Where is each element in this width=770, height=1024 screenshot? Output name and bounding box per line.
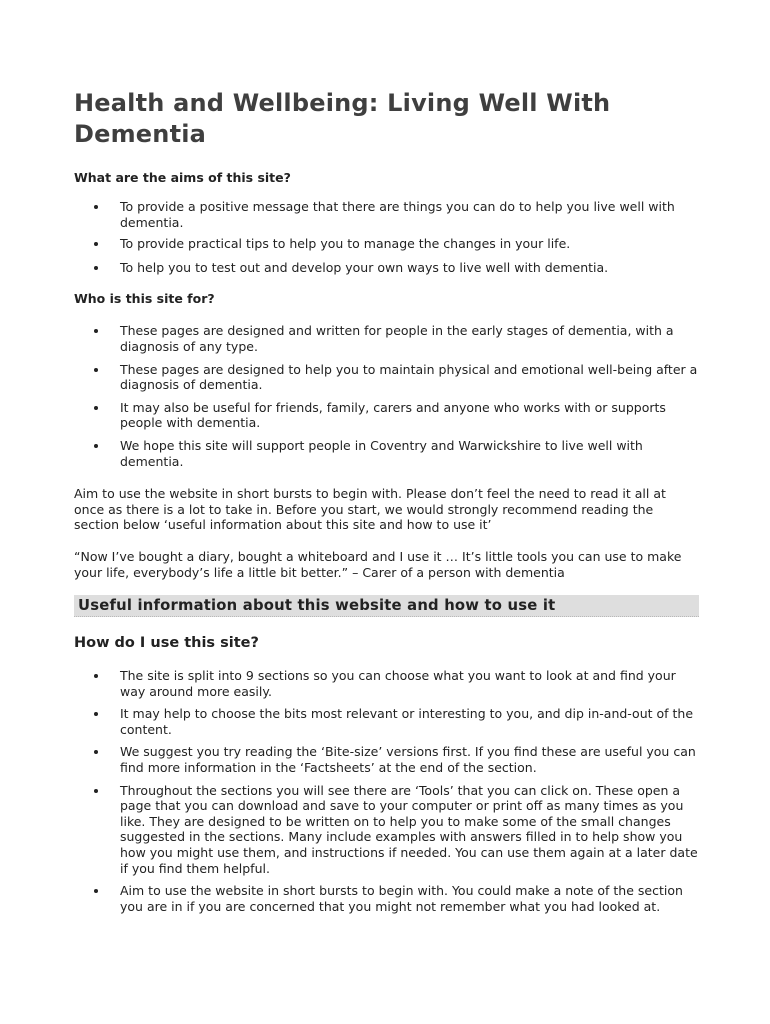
- bullet-icon: [94, 406, 98, 410]
- list-item: [74, 706, 699, 737]
- audience-heading: Who is this site for?: [74, 291, 215, 307]
- aims-list: [74, 199, 699, 275]
- list-item-text: We hope this site will support people in Coventry and Warwickshire to live well with dementia.: [120, 437, 643, 469]
- bullet-icon: [94, 789, 98, 793]
- bullet-icon: [94, 329, 98, 333]
- bullet-icon: [94, 712, 98, 716]
- bullet-icon: [94, 750, 98, 754]
- page-title: Health and Wellbeing: Living Well With Dementia: [74, 89, 611, 148]
- list-item-text: Aim to use the website in short bursts to begin with. You could make a note of the section you are in if you are concerned that you might not remember what you had looked at.: [120, 883, 683, 914]
- list-item: [74, 668, 699, 699]
- bullet-icon: [94, 242, 98, 246]
- useful-info-section-bar: [74, 595, 699, 617]
- list-item: [74, 883, 699, 914]
- list-item: [74, 438, 699, 469]
- intro-paragraph: Aim to use the website in short bursts to begin with. Please don’t feel the need to read it all at once as there is a lot to take in. Before you start, we would strongly recommend reading the section below ‘useful information about this site and how to use it’: [74, 486, 666, 533]
- document-page: [74, 88, 699, 914]
- list-item-text: The site is split into 9 sections so you can choose what you want to look at and find your way around more easily.: [120, 668, 676, 699]
- bullet-icon: [94, 205, 98, 209]
- list-item: [74, 260, 699, 276]
- bullet-icon: [94, 444, 98, 448]
- list-item-text: It may also be useful for friends, family, carers and anyone who works with or supports people with dementia.: [120, 399, 666, 431]
- list-item: [74, 400, 699, 431]
- bullet-icon: [94, 674, 98, 678]
- audience-list: [74, 323, 699, 469]
- how-to-use-heading: How do I use this site?: [74, 635, 259, 652]
- list-item-text: To provide practical tips to help you to manage the changes in your life.: [120, 236, 571, 252]
- list-item: [74, 323, 699, 354]
- bullet-icon: [94, 368, 98, 372]
- list-item: [74, 744, 699, 775]
- aims-heading: What are the aims of this site?: [74, 170, 291, 185]
- list-item-text: Throughout the sections you will see there are ‘Tools’ that you can click on. These open a page that you can download and save to your computer or print off as many times as you like. They are designed to be written on to help you to make some of the small changes suggested in the sections. Many include examples with answers filled in to help show you how you might use them, and instructions if needed. You can use them again at a later date if you find them helpful.: [120, 782, 698, 876]
- list-item: [74, 362, 699, 393]
- list-item: [74, 236, 699, 252]
- useful-info-heading: Useful information about this website and how to use it: [78, 597, 556, 615]
- how-to-use-list: [74, 668, 699, 914]
- list-item-text: To help you to test out and develop your own ways to live well with dementia.: [120, 259, 609, 275]
- list-item-text: To provide a positive message that there are things you can do to help you live well with dementia.: [120, 199, 675, 230]
- list-item-text: We suggest you try reading the ‘Bite-size’ versions first. If you find these are useful you can find more information in the ‘Factsheets’ at the end of the section.: [120, 744, 696, 776]
- list-item: [74, 199, 699, 230]
- list-item-text: These pages are designed to help you to maintain physical and emotional well-being after a diagnosis of dementia.: [120, 361, 698, 393]
- list-item-text: It may help to choose the bits most relevant or interesting to you, and dip in-and-out of the content.: [120, 706, 694, 737]
- bullet-icon: [94, 889, 98, 893]
- list-item-text: These pages are designed and written for people in the early stages of dementia, with a diagnosis of any type.: [120, 323, 674, 354]
- list-item: [74, 783, 699, 877]
- quote-paragraph: “Now I’ve bought a diary, bought a whiteboard and I use it … It’s little tools you can use to make your life, everybody’s life a little bit better.” – Carer of a person with dementia: [74, 548, 682, 580]
- bullet-icon: [94, 266, 98, 270]
